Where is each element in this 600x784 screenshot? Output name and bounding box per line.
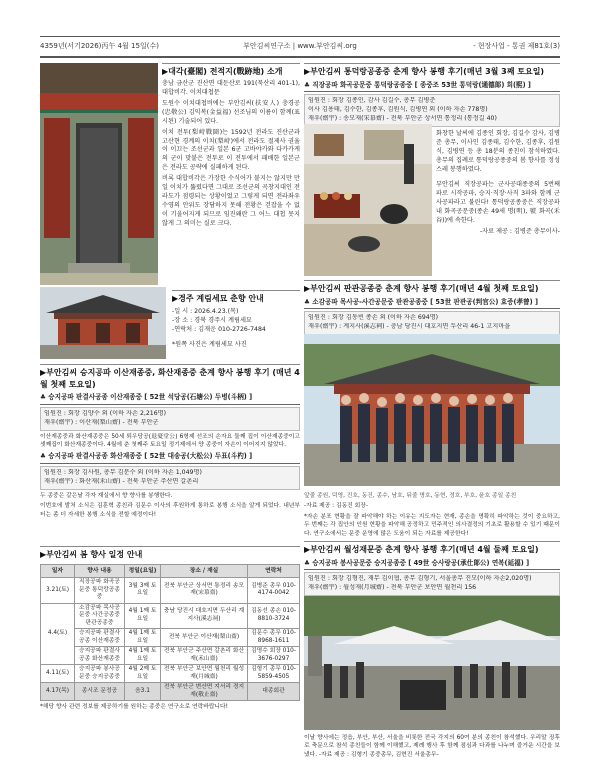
section-title: ▶부안김씨 승지공파 이산재종중, 화산재종중 춘계 향사 봉행 후기 (매년 4월 첫째 토요일) xyxy=(40,364,300,390)
section-spring-schedule xyxy=(40,546,300,712)
cell-name: 직장공파 화곡공문중 통덕랑공종중 xyxy=(75,577,125,603)
table-row xyxy=(41,647,300,665)
officers-line: 임원진 : 회장 김양수 외 (이하 자손 2,216명) xyxy=(44,409,167,417)
col-header: 정일(요일) xyxy=(125,564,161,577)
photo-caption: 앞줄 종원, 덕영, 진호, 동진, 종수, 남호, 뒤줄 명호, 동현, 정호, 부호, 윤호 종일 종친 xyxy=(304,493,517,499)
cell-name: 승지공파 판결사공종 이산재종중 xyxy=(75,629,125,647)
officers-box xyxy=(304,572,560,596)
cell-contact: 김명수 회장 010-3676-0297 xyxy=(248,647,300,665)
paragraph: 이날 향사에는 정읍, 부안, 부산, 서울을 비롯한 전국 각지의 60여 분의 종친이 참석했다. 우리말 징후로 축문으로 참석 종친들이 함께 이해했고, 제례 행사 후 함께 점심과 다과를 나누며 즐거운 시간을 보냈다. -자료 제공 : 김형기 종중총무, 김현진 서울총무- xyxy=(304,735,560,758)
cell-contact: 김문수 총무 010-8968-1611 xyxy=(248,629,300,647)
site-title[interactable]: 부안김씨연구소 | www.부안김씨.org xyxy=(243,42,357,51)
subsection-title: ♣ 소감공파 목사공-사간공문중 판관공종중 [ 53世 판관공(判官公) 효증(孝曾) ] xyxy=(304,298,560,310)
section-title: ▶부안김씨 판관공종중 춘계 향사 봉행 후기(매년 4월 첫째 토요일) xyxy=(304,280,560,295)
paragraph: 이번호에 발처 소식은 김훈혁 종친과 김문수 이사의 후원하게 통하로 봉행 소식을 알게 되었다. 내년부터는 좀 더 자세한 봉행 소식을 전할 예정이다! xyxy=(40,503,300,518)
col-header: 일자 xyxy=(41,564,75,577)
cell-place: 전북 부안군 변산면 지서리 경지재(敬止齋) xyxy=(161,683,248,701)
subsection-title: ♣ 승지공파 봉사공문중 승지공종중 [ 49世 승사랑공(承仕郞公) 연복(延福) ] xyxy=(304,559,560,571)
stele-photo xyxy=(40,63,158,285)
notice-place: -장 소 : 경북 경주시 계림세묘 xyxy=(172,316,252,324)
shrine-line: 재우(齋宇) : 이산재(梨山齋) - 전북 부안군 xyxy=(44,418,159,426)
cell-day: 4월 1째 토요일 xyxy=(125,603,161,629)
section-gyerim-notice xyxy=(172,290,300,350)
shrine-line: 재우(齋宇) : 송모재(宋慕齋) - 전북 부안군 상서면 통정리 (통정길 40) xyxy=(308,115,497,123)
cell-date: 3.21(토) xyxy=(41,577,75,603)
issue-number: - 현장사업 - 통권 제81호(3) xyxy=(473,42,560,51)
cell-date: 4.11(토) xyxy=(41,665,75,683)
officers-box xyxy=(304,94,560,127)
shrine-photo xyxy=(40,287,166,359)
cell-name: 종시조 문정공 xyxy=(75,683,125,701)
paragraph: 이치 전투(梨峙戰鬪)는 1592년 전라도 진산군과 고산현 경계의 이치(梨峙)에서 전라도 절제사 권율이 이끄는 조선군과 일본 6군 고바야카와 다카카게의 군이 맞붙은 전투로 이 전투에서 패배한 일본군은 전라도 공략에 실패하게 된다. xyxy=(162,128,300,172)
cell-contact: 김병준 총무 010-4174-0042 xyxy=(248,577,300,603)
cell-day: 4월 1째 토요일 xyxy=(125,647,161,665)
table-row xyxy=(41,629,300,647)
paragraph: *자손 분포 현황을 잘 파악해야 하는 이유는 지도자는 현재, 종손을 명확히 파악하는 것이 중요하고, 두 번째는 각 집안의 인원 현황을 파악해 공정하고 민주적인 의사결정의 기초로 활용할 수 있기 때문이다. 연구소에서는 문중 운영에 많은 도움이 되는 자료를 제공한다! xyxy=(304,513,560,537)
group-photo-wolseong xyxy=(304,596,560,730)
officers-line: 이사 김용태, 김수한, 김종후, 김원식, 김병연 외 (이하 자손 778명) xyxy=(308,106,488,114)
shrine-line: 재우(齋宇) : 화산재(禾山齋) - 전북 부안군 주산면 갈촌리 xyxy=(44,478,199,486)
shrine-line: 재우(齋宇) : 월성재(月城齋) - 전북 부안군 보안면 월천리 156 xyxy=(308,584,477,592)
photo-credit: -자료 제공 : 김병준 총무이사- xyxy=(479,227,560,235)
officers-line: 임원진 : 회장 김종인, 감사 김길수, 총무 김병준 xyxy=(308,97,436,105)
paragraph: 이산재종중과 화산재종중은 50세 퇴우당공(退憂堂公) 6형제 선조의 손자요 둘째 집이 이산재종중이고 셋째집이 화산재종중이다. 4월에 춘 첫째주 토요일 정기제에서 양 종중이 자손이 이어지지 않았다. xyxy=(40,433,300,449)
page-header xyxy=(40,36,560,58)
group-photo-pangwan xyxy=(304,334,560,486)
officers-box xyxy=(40,407,300,431)
schedule-note: *해당 향사 관련 정보를 제공하기를 원하는 종중은 연구소로 연락바랍니다! xyxy=(40,704,228,711)
section-pangwan xyxy=(304,280,560,335)
col-header: 향사 내용 xyxy=(75,564,125,577)
paragraph: 충남 금산군 진산면 대둔산로 191(묵산리 401-1), 대합비각. 이치대첩문 xyxy=(162,79,300,96)
officers-box xyxy=(40,466,300,490)
cell-contact: 대종회관 xyxy=(248,683,300,701)
section-title: ▶경주 계림세묘 춘향 안내 xyxy=(172,290,300,305)
subsection-title: ♣ 승지공파 판결사공종 화산재종중 [ 52世 대송공(大松公) 두표(斗杓) ] xyxy=(40,452,300,464)
cell-place: 전북 부안군 보안면 월천리 월성재(月城齋) xyxy=(161,665,248,683)
subsection-title: ♣ 직장공파 화곡공문중 통덕랑공종중 [ 종중조 53世 통덕랑(通德郞) 희(熙) ] xyxy=(304,81,560,93)
cell-place: 전북 부안군 주산면 갈촌리 화산재(禾山齋) xyxy=(161,647,248,665)
col-header: 연락처 xyxy=(248,564,300,577)
section-tongdeoknang xyxy=(304,63,560,127)
paragraph: 화창한 날씨에 김종인 회장, 김길수 감사, 김병준 총무, 이사인 김종태, 김수한, 김종후, 김원식, 김병연 등 총 18분의 종친이 참석하였다. 총무의 집례로 통덕랑공종중의 봄 향사를 정성스레 봉행하였다. xyxy=(436,130,560,173)
subsection-title: ♣ 승지공파 판결사공종 이산재종중 [ 52世 석당공(石塘公) 두병(斗柄) ] xyxy=(40,393,300,405)
table-row xyxy=(41,603,300,629)
section-pangwan-text xyxy=(304,490,560,540)
table-row xyxy=(41,665,300,683)
section-wolseong xyxy=(304,541,560,596)
shrine-line: 재우(齋宇) : 계지사(溪志祠) - 충남 당진시 대호지면 두산리 46-1 고지마을 xyxy=(308,323,511,331)
schedule-table xyxy=(40,564,300,702)
cell-name: 소감공파 목사공문중 사간공종중 판관공종중 xyxy=(75,603,125,629)
section-title: ▶부안김씨 봄 향사 일정 안내 xyxy=(40,546,300,561)
cell-day: 3월 3째 토요일 xyxy=(125,577,161,603)
notice-contact: -연락처 : 김재운 010-2726-7484 xyxy=(172,325,266,333)
section-title: ▶대각(臺閣) 전적지(戰跡地) 소개 xyxy=(162,63,300,78)
cell-name: 승지공파 판결사공종 화산재종중 xyxy=(75,647,125,665)
ritual-photo-interior xyxy=(304,124,432,276)
cell-date: 4.4(토) xyxy=(41,603,75,665)
section-tongdeoknang-text xyxy=(436,128,560,237)
issue-date: 4359년(서기2026)丙午 4월 15일(수) xyxy=(40,42,159,51)
paragraph: 두 종중은 같은날 각자 재실에서 향 향사를 봉행한다. xyxy=(40,493,173,499)
cell-day: 4월 1째 토요일 xyxy=(125,629,161,647)
notice-date: -일 시 : 2026.4.23.(목) xyxy=(172,307,239,315)
section-title: ▶부안김씨 통덕랑공종중 춘계 향사 봉행 후기(매년 3월 3째 토요일) xyxy=(304,63,560,78)
cell-contact: 김형기 총무 010-5859-4505 xyxy=(248,665,300,683)
cell-day: 음3.1 xyxy=(125,683,161,701)
paragraph: 비록 대합비각은 가장한 수식어가 붙지는 않지만 만일 이치가 뚫렸다면 그대로 조선군의 곡창지대인 전라도가 점령되는 상황이었고 그렇게 되면 전라좌우수영의 안위도 장담하지 못해 전황은 걷잡을 수 없이 기울어지게 되므로 임진왜란 그 어느 대첩 못지 않게 그 의미는 실로 크다. xyxy=(162,175,300,228)
cell-place: 충남 당진시 대호지면 두산리 계지사(溪志祠) xyxy=(161,603,248,629)
cell-date: 4.17(목) xyxy=(41,683,75,701)
officers-line: 임원진 : 회장 김동빈 종손 외 (이하 자손 694명) xyxy=(308,314,439,322)
officers-line: 임원진 : 회장 김형진, 재무 김이협, 총무 김형기, 서울총무 진모(이하 자손2,020명) xyxy=(308,575,532,583)
officers-box xyxy=(304,311,560,335)
officers-line: 임원진 : 회장 김사원, 총무 김문수 외 (이하 자손 1,049명) xyxy=(44,469,202,477)
table-row xyxy=(41,683,300,701)
col-header: 장소 / 재실 xyxy=(161,564,248,577)
cell-name: 승지공파 봉사공문중 승지공종중 xyxy=(75,665,125,683)
notice-caption: *원쪽 사진은 계림세묘 사진 xyxy=(172,340,247,348)
photo-credit: -자료 제공 : 김동진 회장- xyxy=(304,503,368,510)
paragraph: 도원수 이치대첩비에는 부안김씨(扶安人) 충경공(忠敬公) 김익복(金益福) 선조님의 이름이 함께(표시된) 기술되어 있다. xyxy=(162,99,300,125)
cell-contact: 김동선 종손 010-8810-3724 xyxy=(248,603,300,629)
cell-place: 전북 부안군 상서면 통정리 송모재(宋慕齋) xyxy=(161,577,248,603)
paragraph: 부안김씨 직장공파는 군사공대종중의 5번째 파로 시작공파, 승지·직장·사직 3파와 함께 군사공파라고 불린다! 통덕랑공종중은 직장공파내 화곡공문중(종손 49세 명(明), 號 화곡(禾谷))에 속한다. xyxy=(436,180,560,224)
table-row xyxy=(41,577,300,603)
section-battle-site xyxy=(162,63,300,231)
section-title: ▶부안김씨 월성재문중 춘계 향사 봉행 후기(매년 4월 둘째 토요일) xyxy=(304,541,560,556)
section-isan-hwasan xyxy=(40,364,300,521)
cell-place: 전북 부안군 이산재(梨山齋) xyxy=(161,629,248,647)
cell-day: 4월 2째 토요일 xyxy=(125,665,161,683)
section-wolseong-text xyxy=(304,732,560,761)
